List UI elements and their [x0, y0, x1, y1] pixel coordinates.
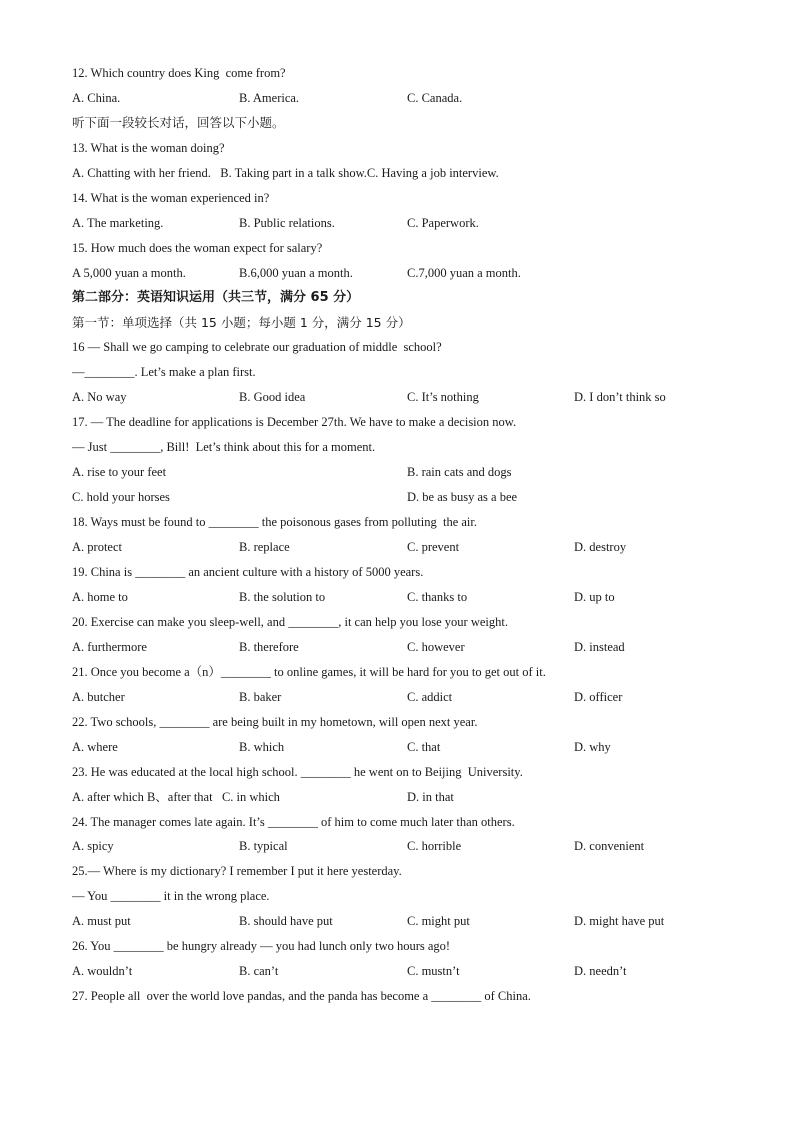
answer-option: B. Public relations.	[239, 215, 335, 230]
answer-option: B. which	[239, 739, 285, 754]
options-row	[72, 637, 734, 657]
answer-option: B. therefore	[239, 639, 299, 654]
answer-option: A. must put	[72, 914, 131, 929]
answer-option: B. America.	[239, 90, 300, 105]
answer-option: A. spicy	[72, 839, 114, 854]
options-row	[72, 387, 734, 407]
options-row	[72, 263, 734, 283]
answer-option: C. addict	[407, 689, 453, 704]
answer-option: C. horrible	[407, 839, 462, 854]
answer-option: C. hold your horses	[72, 490, 170, 505]
answer-option: B. should have put	[239, 914, 333, 929]
question-text: —________. Let’s make a plan first.	[72, 365, 256, 380]
answer-option: B. baker	[239, 689, 282, 704]
question-text: 17. — The deadline for applications is December 27th. We have to make a decision now.	[72, 415, 517, 430]
answer-option: A. furthermore	[72, 639, 147, 654]
options-row	[72, 737, 734, 757]
section-heading: 第二部分：英语知识运用（共三节，满分 65 分）	[72, 289, 360, 305]
answer-option: C. that	[407, 739, 441, 754]
answer-option: A. after which B、after that C. in which	[72, 789, 280, 804]
question-text: 22. Two schools, ________ are being built in my hometown, will open next year.	[72, 714, 478, 729]
answer-option: B. rain cats and dogs	[407, 465, 512, 480]
question-text: 16 — Shall we go camping to celebrate our graduation of middle school?	[72, 340, 442, 355]
answer-option: B. the solution to	[239, 589, 326, 604]
question-text: A. Chatting with her friend. B. Taking part in a talk show.C. Having a job interview.	[72, 165, 499, 180]
answer-option: A. home to	[72, 589, 128, 604]
question-text: 23. He was educated at the local high school. ________ he went on to Beijing University.	[72, 764, 523, 779]
answer-option: C. mustn’t	[407, 964, 460, 979]
options-row	[72, 213, 734, 233]
answer-option: A. butcher	[72, 689, 125, 704]
answer-option: A. where	[72, 739, 118, 754]
answer-option: C.7,000 yuan a month.	[407, 265, 521, 280]
options-row	[72, 487, 734, 507]
answer-option: A. The marketing.	[72, 215, 164, 230]
options-row	[72, 911, 734, 931]
answer-option: D. I don’t think so	[574, 390, 666, 405]
answer-option: B. Good idea	[239, 390, 306, 405]
question-text: — Just ________, Bill! Let’s think about this for a moment.	[72, 440, 376, 455]
answer-option: A. China.	[72, 90, 121, 105]
question-text: 25.— Where is my dictionary? I remember I put it here yesterday.	[72, 864, 402, 879]
question-text: 21. Once you become a（n）________ to online games, it will be hard for you to get out of it.	[72, 664, 546, 679]
options-row	[72, 836, 734, 856]
answer-option: B.6,000 yuan a month.	[239, 265, 353, 280]
options-row	[72, 88, 734, 108]
question-text: 15. How much does the woman expect for salary?	[72, 240, 323, 255]
question-text: 12. Which country does King come from?	[72, 66, 286, 80]
answer-option: B. can’t	[239, 964, 279, 979]
options-row	[72, 961, 734, 981]
answer-option: D. why	[574, 739, 611, 754]
question-text: 20. Exercise can make you sleep-well, and ________, it can help you lose your weight.	[72, 614, 508, 629]
question-text: — You ________ it in the wrong place.	[72, 889, 270, 904]
options-row	[72, 587, 734, 607]
instruction-text: 第一节：单项选择（共 15 小题；每小题 1 分，满分 15 分）	[72, 314, 411, 330]
instruction-text: 听下面一段较长对话，回答以下小题。	[72, 114, 285, 130]
answer-option: A 5,000 yuan a month.	[72, 265, 186, 280]
answer-option: D. might have put	[574, 914, 665, 929]
question-text: 18. Ways must be found to ________ the poisonous gases from polluting the air.	[72, 515, 477, 530]
answer-option: D. officer	[574, 689, 623, 704]
question-text: 13. What is the woman doing?	[72, 140, 225, 155]
answer-option: C. Paperwork.	[407, 215, 479, 230]
options-row	[72, 537, 734, 557]
answer-option: A. No way	[72, 390, 127, 405]
question-text: 24. The manager comes late again. It’s ________ of him to come much later than others.	[72, 814, 515, 829]
answer-option: D. destroy	[574, 540, 627, 555]
answer-option: A. wouldn’t	[72, 964, 133, 979]
options-row	[72, 687, 734, 707]
answer-option: C. It’s nothing	[407, 390, 479, 405]
question-text: 27. People all over the world love pandas, and the panda has become a ________ of China.	[72, 989, 531, 1004]
question-text: 26. You ________ be hungry already — you had lunch only two hours ago!	[72, 939, 451, 954]
answer-option: D. instead	[574, 639, 625, 654]
answer-option: D. convenient	[574, 839, 645, 854]
options-row	[72, 787, 734, 807]
answer-option: C. thanks to	[407, 589, 468, 604]
answer-option: C. Canada.	[407, 90, 463, 105]
options-row	[72, 462, 734, 482]
answer-option: B. typical	[239, 839, 288, 854]
answer-option: D. be as busy as a bee	[407, 490, 518, 505]
question-text: 19. China is ________ an ancient culture with a history of 5000 years.	[72, 565, 424, 579]
question-text: 14. What is the woman experienced in?	[72, 190, 270, 205]
answer-option: D. up to	[574, 589, 615, 604]
answer-option: C. however	[407, 639, 465, 654]
answer-option: D. needn’t	[574, 964, 627, 979]
answer-option: B. replace	[239, 540, 290, 555]
answer-option: C. might put	[407, 914, 470, 929]
answer-option: A. rise to your feet	[72, 465, 167, 480]
answer-option: A. protect	[72, 540, 122, 555]
answer-option: D. in that	[407, 789, 454, 804]
answer-option: C. prevent	[407, 540, 460, 555]
